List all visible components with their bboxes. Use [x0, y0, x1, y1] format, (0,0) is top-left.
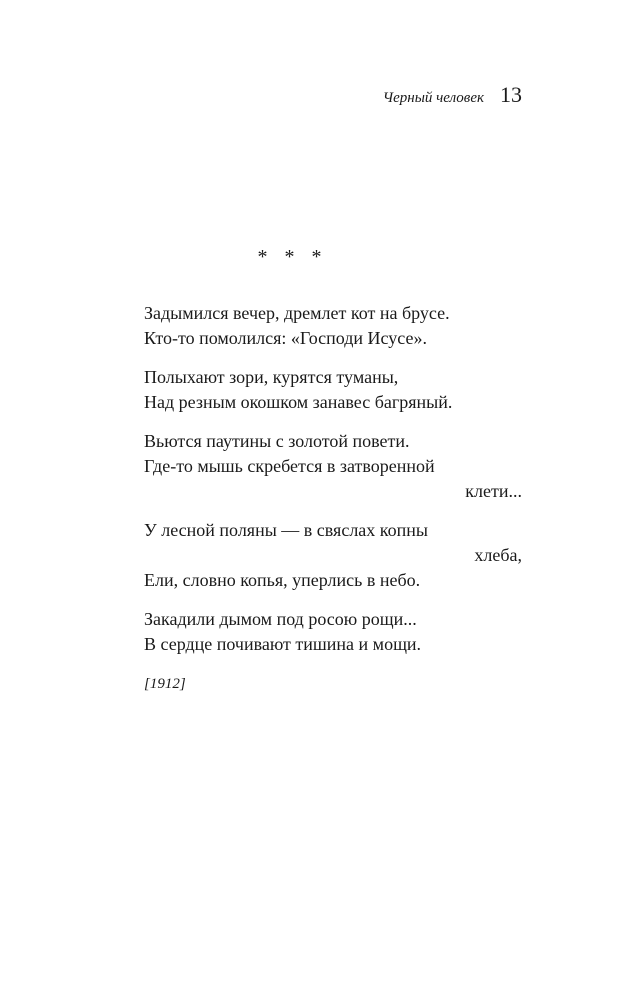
stanza-4: [144, 518, 522, 593]
poem-line: Закадили дымом под росою рощи...: [144, 609, 417, 629]
page-number: 13: [500, 82, 522, 107]
poem-line-run-over: хлеба,: [474, 545, 522, 565]
poem-date: [1912]: [144, 676, 186, 692]
running-head: [383, 82, 522, 108]
poem: [144, 301, 522, 671]
stanza-5: [144, 607, 522, 657]
poem-line: Кто-то помолился: «Господи Исусе».: [144, 328, 427, 348]
poem-line: В сердце почивают тишина и мощи.: [144, 634, 422, 654]
running-title: Черный человек: [382, 90, 484, 106]
section-ornament: * * *: [257, 246, 328, 268]
stanza-1: [144, 301, 522, 351]
stanza-2: [144, 365, 522, 415]
poem-line: Полыхают зори, курятся туманы,: [144, 367, 399, 387]
stanza-3: [144, 429, 522, 504]
poem-line: Задымился вечер, дремлет кот на брусе.: [144, 303, 450, 323]
poem-line-run-over: клети...: [465, 481, 522, 501]
poem-line: Ели, словно копья, уперлись в небо.: [144, 570, 421, 590]
poem-line: Вьются паутины с золотой повети.: [144, 431, 410, 451]
poem-line: Где-то мышь скребется в затворенной: [144, 456, 435, 476]
poem-line: Над резным окошком занавес багряный.: [144, 392, 453, 412]
poem-line: У лесной поляны — в свяслах копны: [144, 520, 428, 540]
